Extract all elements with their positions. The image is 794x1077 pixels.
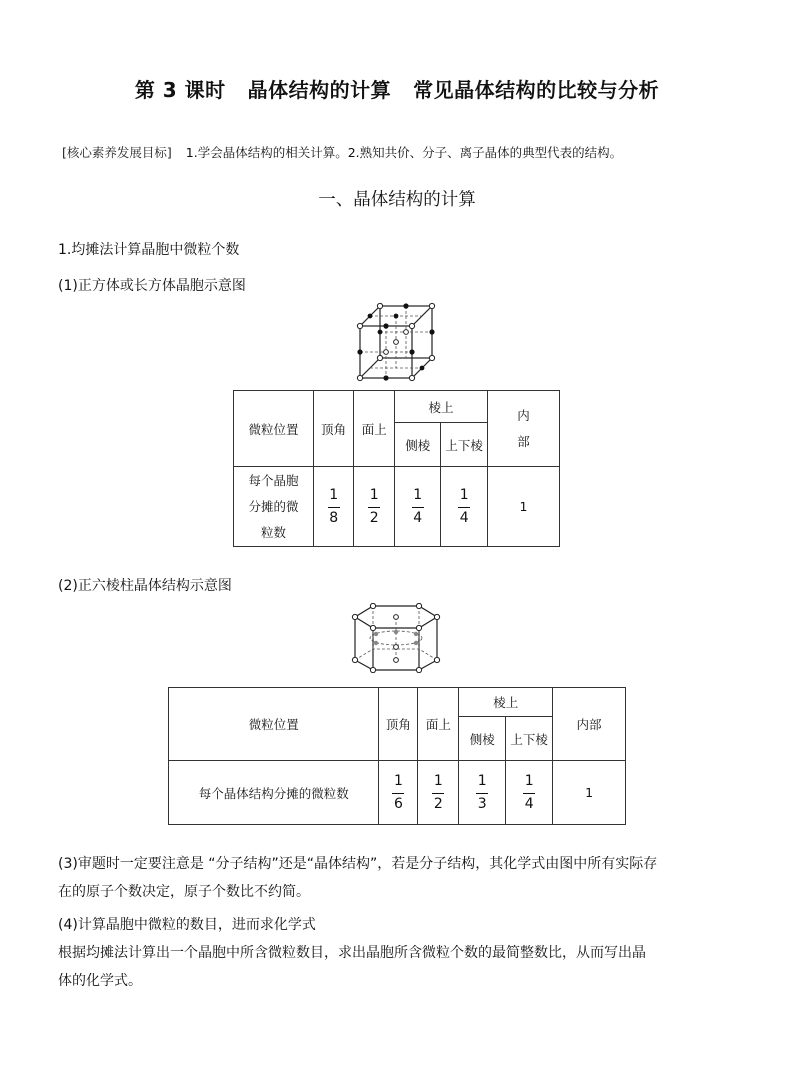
t2-col-position: 微粒位置 (169, 688, 379, 761)
t2-col-edge: 棱上 (459, 688, 553, 717)
method-line2: 体的化学式。 (58, 973, 142, 989)
t2-topbottom-edge-num: 1 (524, 773, 534, 790)
title-part2: 常见晶体结构的比较与分析 (413, 78, 660, 102)
t1-col-inner (487, 391, 559, 467)
t2-col-inner: 内部 (553, 688, 626, 761)
t2-side-edge-num: 1 (477, 773, 487, 790)
t1-face-value (354, 467, 395, 547)
t1-col-inner-line2: 部 (517, 433, 530, 449)
t1-topbottom-edge-value (441, 467, 487, 547)
t2-side-edge-value (459, 761, 506, 825)
t1-col-topbottom-edge: 上下棱 (441, 423, 487, 467)
t1-col-face: 面上 (354, 391, 395, 467)
sub-3-paragraph (58, 850, 657, 906)
page-title (0, 74, 794, 103)
t2-col-vertex: 顶角 (379, 688, 418, 761)
t2-col-side-edge: 侧棱 (459, 717, 506, 761)
sub-2-heading: (2)正六棱柱晶体结构示意图 (58, 578, 232, 594)
t1-col-vertex: 顶角 (313, 391, 354, 467)
t2-face-value (418, 761, 459, 825)
table-cubic-allocation (233, 390, 560, 547)
t1-face-den: 2 (369, 509, 379, 526)
t1-side-edge-value (395, 467, 441, 547)
t1-vertex-value (313, 467, 354, 547)
t1-side-edge-den: 4 (413, 509, 423, 526)
t1-vertex-num: 1 (329, 487, 339, 504)
t1-col-side-edge: 侧棱 (395, 423, 441, 467)
t1-row-label-line1: 每个晶胞 (248, 472, 299, 488)
method-paragraph (58, 939, 646, 995)
t2-topbottom-edge-den: 4 (524, 795, 534, 812)
t1-col-position: 微粒位置 (234, 391, 314, 467)
table-hexagonal-allocation (168, 687, 626, 825)
t1-row-label-line3: 粒数 (260, 524, 286, 540)
t1-col-edge: 棱上 (395, 391, 488, 423)
t1-row-label-line2: 分摊的微 (248, 498, 299, 514)
section-heading: 一、晶体结构的计算 (318, 190, 476, 210)
t2-face-den: 2 (433, 795, 443, 812)
t1-topbottom-edge-den: 4 (459, 509, 469, 526)
sub-4-heading: (4)计算晶胞中微粒的数目，进而求化学式 (58, 917, 316, 933)
t2-vertex-num: 1 (393, 773, 403, 790)
sub-1-heading: (1)正方体或长方体晶胞示意图 (58, 278, 246, 294)
t1-side-edge-num: 1 (413, 487, 423, 504)
method-line1: 根据均摊法计算出一个晶胞中所含微粒数目，求出晶胞所含微粒个数的最简整数比，从而写出晶 (58, 945, 646, 961)
hexagonal-prism-figure (349, 603, 445, 673)
t1-row-label (234, 467, 314, 547)
core-goals (62, 143, 622, 161)
sub-3-line1: (3)审题时一定要注意是 “分子结构”还是“晶体结构”，若是分子结构，其化学式由图中所有实际存 (58, 856, 658, 872)
t1-inner-value: 1 (487, 467, 559, 547)
item-1-heading: 1.均摊法计算晶胞中微粒个数 (58, 242, 240, 258)
goals-text: 1.学会晶体结构的相关计算。2.熟知共价、分子、离子晶体的典型代表的结构。 (185, 145, 623, 160)
t1-face-num: 1 (369, 487, 379, 504)
title-lesson: 第 3 课时 (134, 78, 226, 102)
goals-tag: [核心素养发展目标] (62, 145, 172, 160)
t2-vertex-value (379, 761, 418, 825)
t1-col-inner-line1: 内 (517, 407, 530, 423)
t2-col-face: 面上 (418, 688, 459, 761)
sub-3-line2: 在的原子个数决定，原子个数比不约简。 (58, 884, 310, 900)
t2-topbottom-edge-value (506, 761, 553, 825)
t2-vertex-den: 6 (393, 795, 403, 812)
t2-row-label: 每个晶体结构分摊的微粒数 (169, 761, 379, 825)
t2-face-num: 1 (433, 773, 443, 790)
title-part1: 晶体结构的计算 (247, 78, 392, 102)
t2-side-edge-den: 3 (477, 795, 487, 812)
cubic-cell-figure (352, 300, 442, 385)
t1-vertex-den: 8 (329, 509, 339, 526)
t1-topbottom-edge-num: 1 (459, 487, 469, 504)
t2-col-topbottom-edge: 上下棱 (506, 717, 553, 761)
t2-inner-value: 1 (553, 761, 626, 825)
